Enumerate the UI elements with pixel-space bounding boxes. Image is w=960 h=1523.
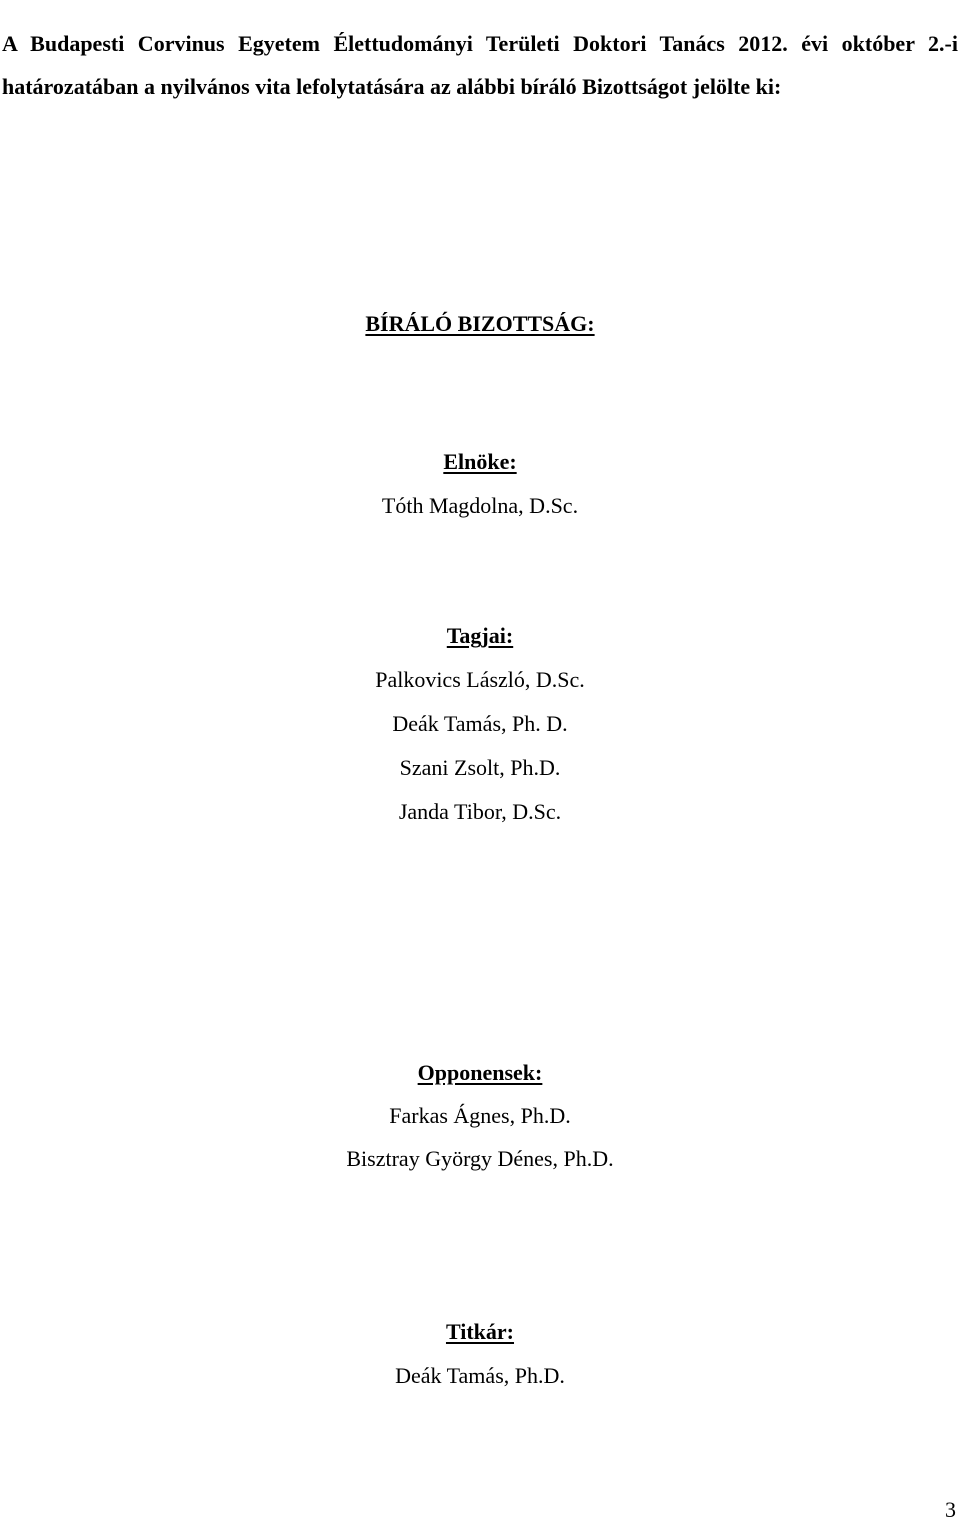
intro-paragraph: A Budapesti Corvinus Egyetem Élettudományi Területi Doktori Tanács 2012. évi október 2.-i határozatában a nyilvános vita lefolytatására az alábbi bíráló Bizottságot jelölte ki: xyxy=(2,31,958,99)
secretary-heading: Titkár: xyxy=(445,1319,515,1344)
opponents-section xyxy=(0,1051,960,1180)
committee-title: BÍRÁLÓ BIZOTTSÁG: xyxy=(365,311,595,336)
opponents-heading: Opponensek: xyxy=(417,1060,543,1085)
opponent-name: Bisztray György Dénes, Ph.D. xyxy=(346,1146,614,1171)
opponent-name: Farkas Ágnes, Ph.D. xyxy=(389,1103,571,1128)
chair-name: Tóth Magdolna, D.Sc. xyxy=(381,493,579,518)
member-name: Janda Tibor, D.Sc. xyxy=(398,799,562,824)
committee-title-block xyxy=(0,309,960,339)
chair-section xyxy=(0,440,960,528)
secretary-section xyxy=(0,1310,960,1398)
page-number: 3 xyxy=(945,1497,956,1522)
chair-heading: Elnöke: xyxy=(443,449,517,474)
secretary-name: Deák Tamás, Ph.D. xyxy=(395,1363,565,1388)
member-name: Deák Tamás, Ph. D. xyxy=(392,711,568,736)
members-heading: Tagjai: xyxy=(446,623,514,648)
member-name: Szani Zsolt, Ph.D. xyxy=(399,755,561,780)
members-section xyxy=(0,614,960,834)
member-name: Palkovics László, D.Sc. xyxy=(375,667,585,692)
